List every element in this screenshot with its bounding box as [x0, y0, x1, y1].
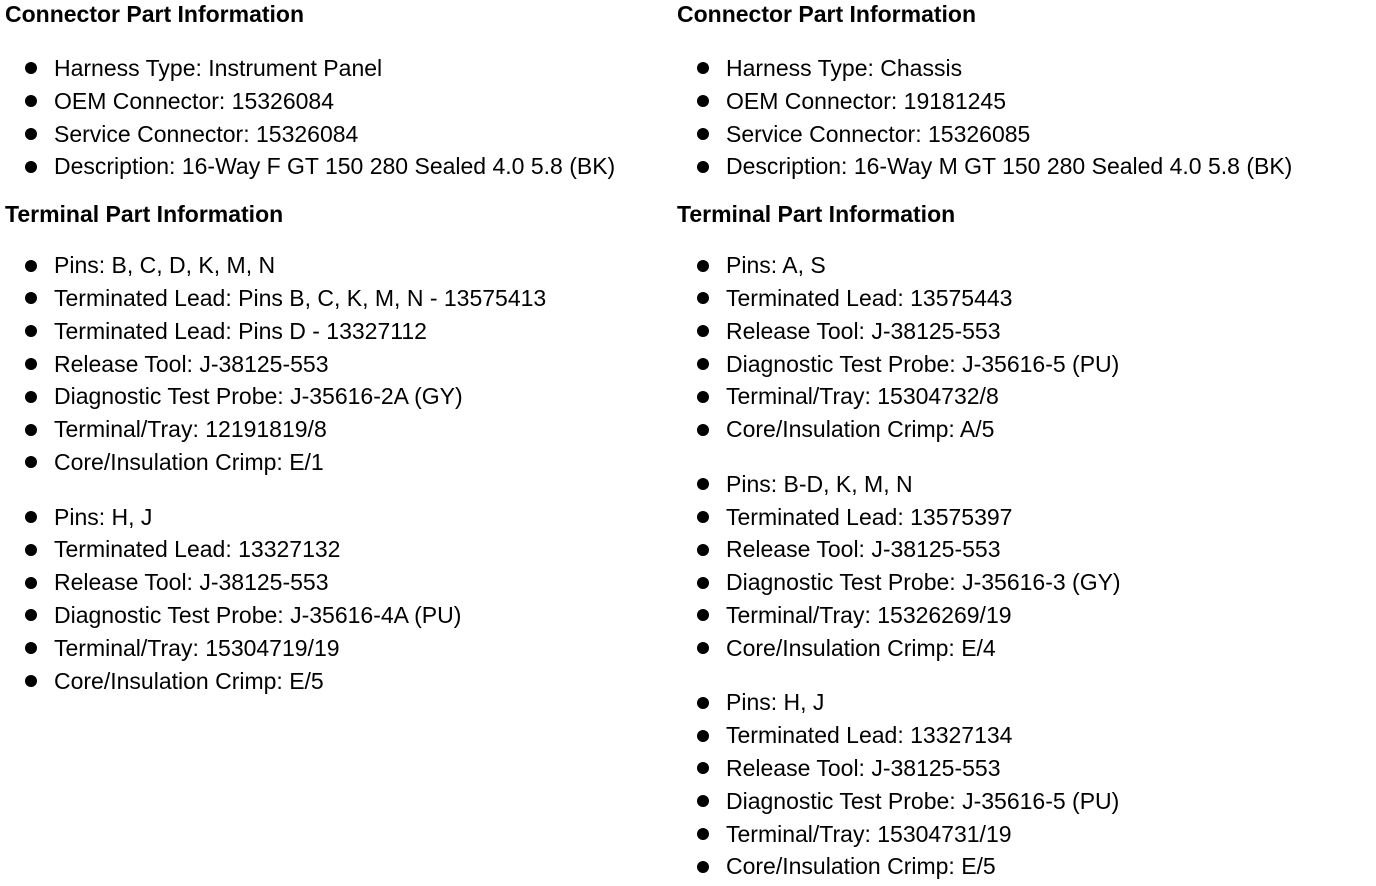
terminal-group-list	[677, 249, 1367, 446]
list-item: Pins: H, J	[5, 501, 673, 534]
list-item: Terminal/Tray: 15304732/8	[677, 380, 1367, 413]
bullet-icon	[25, 424, 37, 436]
bullet-icon	[697, 861, 709, 873]
connector-part-list	[5, 52, 673, 183]
list-item: Terminal/Tray: 15304719/19	[5, 632, 673, 665]
bullet-icon	[697, 95, 709, 107]
list-item: Release Tool: J-38125-553	[677, 315, 1367, 348]
terminal-group-list	[677, 686, 1367, 883]
bullet-icon	[697, 828, 709, 840]
list-item: Terminated Lead: 13327134	[677, 719, 1367, 752]
bullet-icon	[25, 292, 37, 304]
list-item: Terminal/Tray: 12191819/8	[5, 413, 673, 446]
terminal-group-list	[677, 468, 1367, 665]
bullet-icon	[25, 62, 37, 74]
bullet-icon	[697, 161, 709, 173]
list-item: Description: 16-Way M GT 150 280 Sealed 4.0 5.8 (BK)	[677, 150, 1367, 183]
list-item: Core/Insulation Crimp: E/5	[5, 665, 673, 698]
list-item: Terminated Lead: 13575443	[677, 282, 1367, 315]
bullet-icon	[25, 325, 37, 337]
bullet-icon	[697, 128, 709, 140]
list-item: Release Tool: J-38125-553	[677, 533, 1367, 566]
list-item: Service Connector: 15326084	[5, 118, 673, 151]
list-item: OEM Connector: 19181245	[677, 85, 1367, 118]
list-item: Terminal/Tray: 15326269/19	[677, 599, 1367, 632]
terminal-part-heading: Terminal Part Information	[5, 201, 284, 228]
list-item: Release Tool: J-38125-553	[677, 752, 1367, 785]
bullet-icon	[25, 609, 37, 621]
bullet-icon	[25, 358, 37, 370]
bullet-icon	[697, 62, 709, 74]
connector-part-heading: Connector Part Information	[5, 1, 305, 27]
bullet-icon	[697, 697, 709, 709]
bullet-icon	[25, 391, 37, 403]
list-item: Diagnostic Test Probe: J-35616-4A (PU)	[5, 599, 673, 632]
bullet-icon	[25, 95, 37, 107]
list-item: Pins: H, J	[677, 686, 1367, 719]
bullet-icon	[697, 544, 709, 556]
list-item: Pins: B, C, D, K, M, N	[5, 249, 673, 282]
left-connector-column	[5, 0, 673, 697]
list-item: Diagnostic Test Probe: J-35616-2A (GY)	[5, 380, 673, 413]
list-item: Terminal/Tray: 15304731/19	[677, 818, 1367, 851]
list-item: Pins: A, S	[677, 249, 1367, 282]
terminal-group-list	[5, 249, 673, 479]
bullet-icon	[697, 424, 709, 436]
connector-part-list	[677, 52, 1367, 183]
bullet-icon	[697, 391, 709, 403]
bullet-icon	[25, 161, 37, 173]
bullet-icon	[697, 325, 709, 337]
bullet-icon	[697, 609, 709, 621]
bullet-icon	[697, 478, 709, 490]
bullet-icon	[25, 577, 37, 589]
list-item: Terminated Lead: 13327132	[5, 533, 673, 566]
list-item: Core/Insulation Crimp: A/5	[677, 413, 1367, 446]
bullet-icon	[697, 511, 709, 523]
right-connector-column	[677, 0, 1367, 883]
list-item: Release Tool: J-38125-553	[5, 566, 673, 599]
bullet-icon	[25, 511, 37, 523]
bullet-icon	[697, 358, 709, 370]
terminal-group-list	[5, 501, 673, 698]
list-item: Terminated Lead: 13575397	[677, 501, 1367, 534]
bullet-icon	[25, 544, 37, 556]
bullet-icon	[25, 260, 37, 272]
list-item: Service Connector: 15326085	[677, 118, 1367, 151]
list-item: Core/Insulation Crimp: E/5	[677, 850, 1367, 883]
list-item: Core/Insulation Crimp: E/1	[5, 446, 673, 479]
bullet-icon	[25, 675, 37, 687]
bullet-icon	[697, 730, 709, 742]
bullet-icon	[697, 260, 709, 272]
bullet-icon	[697, 762, 709, 774]
bullet-icon	[25, 642, 37, 654]
list-item: Diagnostic Test Probe: J-35616-5 (PU)	[677, 785, 1367, 818]
list-item: OEM Connector: 15326084	[5, 85, 673, 118]
bullet-icon	[697, 795, 709, 807]
bullet-icon	[25, 456, 37, 468]
list-item: Terminated Lead: Pins D - 13327112	[5, 315, 673, 348]
list-item: Diagnostic Test Probe: J-35616-5 (PU)	[677, 348, 1367, 381]
bullet-icon	[697, 577, 709, 589]
list-item: Description: 16-Way F GT 150 280 Sealed 4.0 5.8 (BK)	[5, 150, 673, 183]
list-item: Diagnostic Test Probe: J-35616-3 (GY)	[677, 566, 1367, 599]
list-item: Pins: B-D, K, M, N	[677, 468, 1367, 501]
connector-part-heading: Connector Part Information	[677, 1, 977, 27]
list-item: Core/Insulation Crimp: E/4	[677, 632, 1367, 665]
bullet-icon	[697, 292, 709, 304]
terminal-part-heading: Terminal Part Information	[677, 201, 956, 228]
list-item: Harness Type: Chassis	[677, 52, 1367, 85]
bullet-icon	[25, 128, 37, 140]
list-item: Harness Type: Instrument Panel	[5, 52, 673, 85]
list-item: Terminated Lead: Pins B, C, K, M, N - 13575413	[5, 282, 673, 315]
bullet-icon	[697, 642, 709, 654]
list-item: Release Tool: J-38125-553	[5, 348, 673, 381]
